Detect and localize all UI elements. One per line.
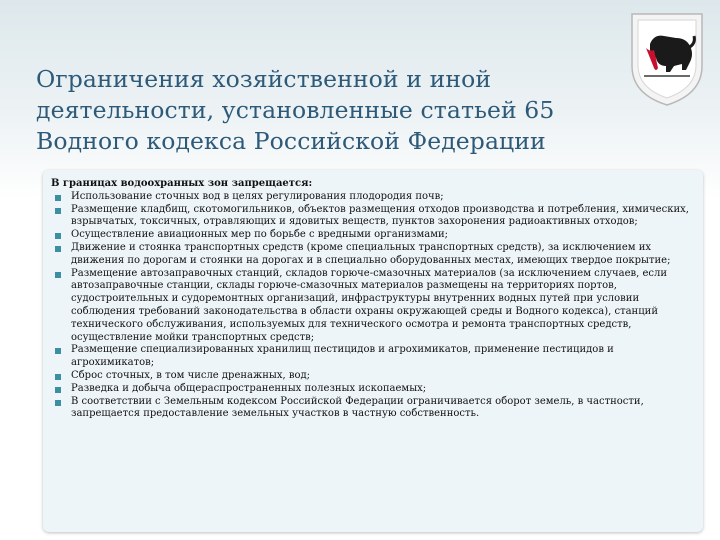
list-item [51,383,695,396]
bullet-icon [55,400,61,406]
bullet-icon [55,208,61,214]
list-item [51,242,695,268]
list-item [51,396,695,422]
list-item-text: Сброс сточных, в том числе дренажных, вод; [71,369,311,381]
list-item-text: Размещение автозаправочных станций, складов горюче-смазочных материалов (за исключением случаев, если автозаправочные станции, склады горюче-смазочных материалов размещены на территориях портов, судостроительных и судоремонтных организаций, инфраструктуры внутренних водных путей при условии соблюдения требований законодательства в области охраны окружающей среды и Водного кодекса), станций технического обслуживания, используемых для технического осмотра и ремонта транспортных средств, осуществление мойки транспортных средств; [71,267,668,343]
bullet-icon [55,387,61,393]
list-item [51,204,695,230]
content-panel [43,170,703,532]
slide-title: Ограничения хозяйственной и иной деятельности, установленные статьей 65 Водного кодекса Российской Федерации [36,65,555,155]
list-item-text: Движение и стоянка транспортных средств (кроме специальных транспортных средств), за исключением их движения по дорогам и стоянки на дорогах и в специально оборудованных местах, имеющих твердое покрытие; [71,241,671,266]
intro-heading: В границах водоохранных зон запрещается: [51,178,313,189]
bullet-icon [55,348,61,354]
list-item [51,268,695,345]
list-item-text: Осуществление авиационных мер по борьбе с вредными организмами; [71,229,449,241]
bullet-icon [55,272,61,278]
bullet-icon [55,195,61,201]
list-item-text: Размещение кладбищ, скотомогильников, объектов размещения отходов производства и потребления, химических, взрывчатых, токсичных, отравляющих и ядовитых веществ, пунктов захоронения радиоактивных отходов; [71,203,689,228]
restriction-list [51,191,695,421]
bullet-icon [55,233,61,239]
bullet-icon [55,374,61,380]
list-item-text: Размещение специализированных хранилищ пестицидов и агрохимикатов, применение пестицидов и агрохимикатов; [71,344,614,369]
list-item [51,191,695,204]
list-item [51,229,695,242]
list-item [51,370,695,383]
coat-of-arms-icon [624,8,710,108]
list-item [51,344,695,370]
list-item-text: Использование сточных вод в целях регулирования плодородия почв; [71,190,444,202]
list-item-text: В соответствии с Земельным кодексом Российской Федерации ограничивается оборот земель, в частности, запрещается предоставление земельных участков в частную собственность. [71,395,644,420]
bullet-icon [55,246,61,252]
list-item-text: Разведка и добыча общераспространенных полезных ископаемых; [71,382,427,394]
